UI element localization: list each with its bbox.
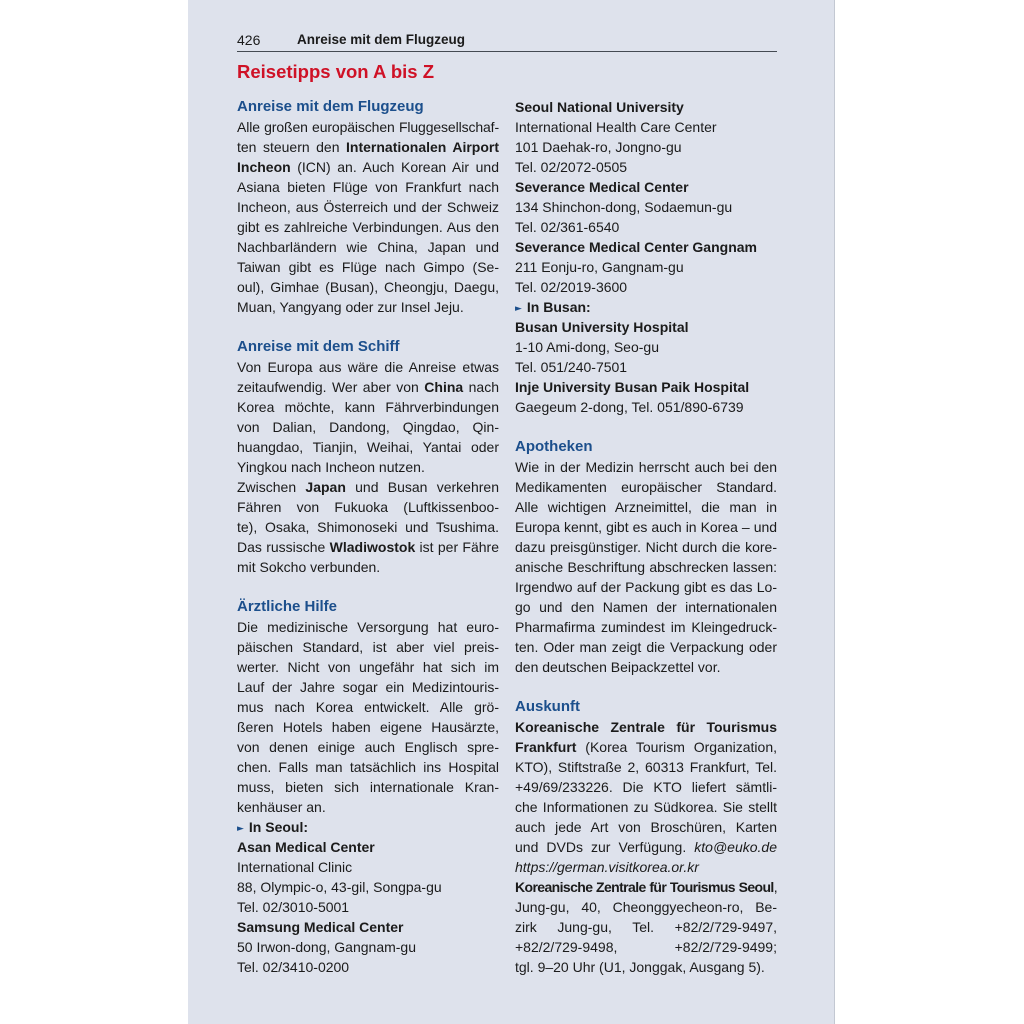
line-content: Pharmafirma zumindest im Kleingedruck- bbox=[515, 619, 777, 635]
paragraph bbox=[237, 357, 499, 477]
line-content: ßeren Hotels haben eigene Hausärzte, bbox=[237, 719, 499, 735]
text-line bbox=[515, 197, 777, 217]
line-content: auch jede Art von Broschüren, Karten bbox=[515, 819, 777, 835]
text-line bbox=[237, 397, 499, 417]
bold-text: Koreanische Zentrale für Tourismus bbox=[515, 719, 777, 735]
line-content: International Clinic bbox=[237, 859, 353, 875]
text-line bbox=[515, 837, 777, 857]
line-content bbox=[237, 819, 308, 835]
line-content: Europa kennt, gibt es auch in Korea – und bbox=[515, 519, 777, 535]
text-line bbox=[237, 477, 499, 497]
running-head: Anreise mit dem Flugzeug bbox=[297, 32, 466, 47]
line-content: mit Sokcho verbunden. bbox=[237, 559, 381, 575]
bold-text: Koreanische Zentrale für Tourismus Seoul bbox=[515, 879, 774, 895]
text-line bbox=[515, 497, 777, 517]
line-content: Tel. 02/2019-3600 bbox=[515, 279, 628, 295]
text-line bbox=[237, 557, 499, 577]
page-number: 426 bbox=[237, 32, 261, 48]
page-title: Reisetipps von A bis Z bbox=[237, 61, 435, 82]
left-column bbox=[237, 97, 499, 977]
paragraph bbox=[515, 457, 777, 677]
line-content: Wie in der Medizin herrscht auch bei den bbox=[515, 459, 777, 475]
line-content bbox=[237, 379, 499, 395]
text-segment: ten steuern den bbox=[237, 139, 347, 155]
text-segment: (ICN) an. Auch Korean Air und bbox=[290, 159, 499, 175]
text-line bbox=[237, 457, 499, 477]
text-line bbox=[515, 297, 777, 317]
text-line bbox=[237, 737, 499, 757]
text-line bbox=[515, 117, 777, 137]
line-content: ten. Oder man zeigt die Verpackung oder bbox=[515, 639, 777, 655]
text-segment: und DVDs zur Verfügung. bbox=[515, 839, 695, 855]
text-line bbox=[237, 897, 499, 917]
line-content bbox=[237, 539, 499, 555]
text-line bbox=[515, 137, 777, 157]
line-content: muss, bieten sich internationale Kran- bbox=[237, 779, 499, 795]
text-line bbox=[237, 257, 499, 277]
bold-text: Seoul National University bbox=[515, 99, 684, 115]
text-line bbox=[237, 617, 499, 637]
text-line bbox=[237, 237, 499, 257]
text-line bbox=[237, 817, 499, 837]
text-line bbox=[237, 157, 499, 177]
line-content: kenhäuser an. bbox=[237, 799, 326, 815]
text-line bbox=[515, 777, 777, 797]
text-line bbox=[515, 817, 777, 837]
line-content: Gaegeum 2-dong, Tel. 051/890-6739 bbox=[515, 399, 744, 415]
text-line bbox=[515, 757, 777, 777]
text-line bbox=[237, 417, 499, 437]
text-line bbox=[515, 597, 777, 617]
italic-text: https://german.visitkorea.or.kr bbox=[515, 859, 699, 875]
line-content: KTO), Stiftstraße 2, 60313 Frankfurt, Tel. bbox=[515, 759, 777, 775]
line-content: Von Europa aus wäre die Anreise etwas bbox=[237, 359, 499, 375]
text-line bbox=[237, 357, 499, 377]
text-segment: (Korea Tourism Organization, bbox=[576, 739, 777, 755]
line-content: +82/2/729-9498, +82/2/729-9499; bbox=[515, 939, 777, 955]
text-line bbox=[515, 917, 777, 937]
paragraph bbox=[515, 877, 777, 977]
line-content bbox=[515, 839, 777, 855]
line-content: von Dalian, Dandong, Qingdao, Qin- bbox=[237, 419, 499, 435]
section bbox=[237, 597, 499, 977]
text-line bbox=[515, 957, 777, 977]
text-line bbox=[237, 957, 499, 977]
line-content: Jung-gu, 40, Cheonggyecheon-ro, Be- bbox=[515, 899, 777, 915]
text-line bbox=[515, 897, 777, 917]
text-line bbox=[515, 557, 777, 577]
text-line bbox=[237, 297, 499, 317]
text-line bbox=[237, 117, 499, 137]
section bbox=[515, 97, 777, 417]
text-line bbox=[237, 517, 499, 537]
bold-text: Japan bbox=[305, 479, 346, 495]
bold-text: Asan Medical Center bbox=[237, 839, 375, 855]
bold-text: China bbox=[424, 379, 464, 395]
line-content: Asiana bieten Flüge von Frankfurt nach bbox=[237, 179, 499, 195]
line-content: 211 Eonju-ro, Gangnam-gu bbox=[515, 259, 684, 275]
text-line bbox=[515, 937, 777, 957]
line-content bbox=[515, 179, 689, 195]
paragraph bbox=[515, 717, 777, 877]
line-content bbox=[515, 379, 749, 395]
text-line bbox=[237, 537, 499, 557]
line-content: Tel. 051/240-7501 bbox=[515, 359, 628, 375]
text-line bbox=[237, 497, 499, 517]
bold-text: Incheon bbox=[237, 159, 291, 175]
section bbox=[515, 697, 777, 977]
text-segment: ist per Fähre bbox=[415, 539, 499, 555]
line-content: Tel. 02/2072-0505 bbox=[515, 159, 628, 175]
line-content bbox=[515, 859, 699, 875]
text-segment: Zwischen bbox=[237, 479, 306, 495]
line-content bbox=[515, 739, 777, 755]
text-line bbox=[515, 177, 777, 197]
section-heading: Ärztliche Hilfe bbox=[237, 598, 338, 615]
line-content bbox=[237, 159, 499, 175]
text-line bbox=[237, 137, 499, 157]
triangle-right-icon: ► bbox=[237, 824, 244, 834]
text-line bbox=[515, 637, 777, 657]
text-line bbox=[237, 657, 499, 677]
line-content: werter. Nicht von ungefähr hat sich im bbox=[237, 659, 499, 675]
line-content: gibt es zahlreiche Verbindungen. Aus den bbox=[237, 219, 499, 235]
line-content: Irgendwo auf der Packung gibt es das Lo- bbox=[515, 579, 777, 595]
text-line bbox=[515, 217, 777, 237]
section bbox=[237, 97, 499, 317]
text-line bbox=[515, 877, 777, 897]
section-heading: Auskunft bbox=[515, 698, 580, 715]
text-line bbox=[515, 357, 777, 377]
line-content: Medikamenten europäischer Standard. bbox=[515, 479, 777, 495]
text-line bbox=[515, 157, 777, 177]
line-content bbox=[515, 99, 684, 115]
text-line bbox=[515, 737, 777, 757]
line-content bbox=[515, 299, 591, 315]
text-line bbox=[515, 277, 777, 297]
bold-text: Frankfurt bbox=[515, 739, 577, 755]
line-content bbox=[515, 239, 757, 255]
text-line bbox=[515, 397, 777, 417]
line-content: go und den Namen der internationalen bbox=[515, 599, 777, 615]
line-content: Yingkou nach Incheon nutzen. bbox=[237, 459, 425, 475]
text-line bbox=[237, 697, 499, 717]
text-line bbox=[237, 637, 499, 657]
text-segment: zeitaufwendig. Wer aber von bbox=[237, 379, 425, 395]
line-content: dazu preisgünstiger. Nicht durch die kore- bbox=[515, 539, 777, 555]
bold-text: In Busan: bbox=[526, 299, 591, 315]
triangle-right-icon: ► bbox=[515, 304, 522, 314]
line-content bbox=[515, 319, 689, 335]
line-content bbox=[237, 479, 499, 495]
text-line bbox=[237, 857, 499, 877]
text-line bbox=[515, 317, 777, 337]
line-content: von denen einige auch Englisch spre- bbox=[237, 739, 499, 755]
bold-text: In Seoul: bbox=[248, 819, 309, 835]
text-line bbox=[237, 197, 499, 217]
text-line bbox=[237, 917, 499, 937]
text-segment: nach bbox=[463, 379, 499, 395]
paragraph bbox=[237, 477, 499, 577]
text-line bbox=[515, 237, 777, 257]
text-line bbox=[237, 277, 499, 297]
italic-text: kto@euko.de bbox=[694, 839, 777, 855]
section bbox=[515, 437, 777, 677]
line-content: huangdao, Tianjin, Weihai, Yantai oder bbox=[237, 439, 499, 455]
line-content: Alle wichtigen Arzneimittel, die man in bbox=[515, 499, 777, 515]
line-content: 1-10 Ami-dong, Seo-gu bbox=[515, 339, 659, 355]
text-segment: , bbox=[773, 879, 777, 895]
bold-text: Wladiwostok bbox=[329, 539, 416, 555]
line-content: oul), Gimhae (Busan), Cheongju, Daegu, bbox=[237, 279, 499, 295]
text-line bbox=[237, 937, 499, 957]
paragraph bbox=[237, 617, 499, 817]
text-line bbox=[237, 377, 499, 397]
line-content: Lauf der Jahre sogar ein Medizintouris- bbox=[237, 679, 499, 695]
section-heading: Apotheken bbox=[515, 438, 593, 455]
line-content: päischen Standard, ist aber viel preis- bbox=[237, 639, 499, 655]
line-content: te), Osaka, Shimonoseki und Tsushima. bbox=[237, 519, 499, 535]
bold-text: Busan University Hospital bbox=[515, 319, 689, 335]
text-line bbox=[515, 657, 777, 677]
line-content: 101 Daehak-ro, Jongno-gu bbox=[515, 139, 682, 155]
text-line bbox=[515, 537, 777, 557]
text-line bbox=[237, 717, 499, 737]
text-line bbox=[237, 877, 499, 897]
line-content: Korea möchte, kann Fährverbindungen bbox=[237, 399, 499, 415]
line-content: mus nach Korea entwickelt. Alle grö- bbox=[237, 699, 499, 715]
line-content: Tel. 02/361-6540 bbox=[515, 219, 620, 235]
line-content: Tel. 02/3010-5001 bbox=[237, 899, 350, 915]
text-line bbox=[515, 97, 777, 117]
line-content: Taiwan gibt es Flüge nach Gimpo (Se- bbox=[237, 259, 499, 275]
line-content bbox=[515, 879, 777, 895]
text-line bbox=[237, 177, 499, 197]
text-line bbox=[237, 437, 499, 457]
text-line bbox=[515, 857, 777, 877]
line-content bbox=[237, 919, 404, 935]
text-line bbox=[237, 777, 499, 797]
text-line bbox=[237, 797, 499, 817]
line-content: Incheon, aus Österreich und der Schweiz bbox=[237, 199, 499, 215]
line-content: 134 Shinchon-dong, Sodaemun-gu bbox=[515, 199, 733, 215]
bold-text: Samsung Medical Center bbox=[237, 919, 404, 935]
text-line bbox=[237, 837, 499, 857]
line-content: Muan, Yangyang oder zur Insel Jeju. bbox=[237, 299, 464, 315]
right-column bbox=[515, 97, 777, 977]
line-content: Fähren von Fukuoka (Luftkissenboo- bbox=[237, 499, 499, 515]
header-divider bbox=[237, 51, 777, 52]
line-content: Tel. 02/3410-0200 bbox=[237, 959, 350, 975]
text-segment: Das russische bbox=[237, 539, 330, 555]
paragraph bbox=[237, 117, 499, 317]
bold-text: Internationalen Airport bbox=[346, 139, 499, 155]
bold-text: Inje University Busan Paik Hospital bbox=[515, 379, 750, 395]
text-segment: und Busan verkehren bbox=[345, 479, 499, 495]
address-list bbox=[515, 97, 777, 417]
address-list bbox=[237, 817, 499, 977]
text-line bbox=[515, 457, 777, 477]
line-content: Nachbarländern wie China, Japan und bbox=[237, 239, 499, 255]
text-line bbox=[515, 477, 777, 497]
text-line bbox=[515, 577, 777, 597]
text-line bbox=[237, 757, 499, 777]
line-content bbox=[515, 719, 777, 735]
text-line bbox=[237, 677, 499, 697]
section bbox=[237, 337, 499, 577]
section-heading: Anreise mit dem Flugzeug bbox=[237, 98, 424, 115]
text-line bbox=[515, 377, 777, 397]
line-content: 88, Olympic-o, 43-gil, Songpa-gu bbox=[237, 879, 442, 895]
line-content: +49/69/233226. Die KTO liefert sämtli- bbox=[515, 779, 777, 795]
line-content: anische Beschriftung abschrecken lassen: bbox=[515, 559, 777, 575]
line-content: 50 Irwon-dong, Gangnam-gu bbox=[237, 939, 416, 955]
text-line bbox=[515, 517, 777, 537]
line-content: chen. Falls man tatsächlich ins Hospital bbox=[237, 759, 499, 775]
section-heading: Anreise mit dem Schiff bbox=[237, 338, 400, 355]
bold-text: Severance Medical Center Gangnam bbox=[515, 239, 757, 255]
text-line bbox=[515, 617, 777, 637]
text-line bbox=[515, 337, 777, 357]
line-content: tgl. 9–20 Uhr (U1, Jonggak, Ausgang 5). bbox=[515, 959, 765, 975]
line-content: Alle großen europäischen Fluggesellschaf- bbox=[237, 119, 499, 135]
bold-text: Severance Medical Center bbox=[515, 179, 689, 195]
line-content: che Informationen zu Südkorea. Sie stellt bbox=[515, 799, 777, 815]
text-line bbox=[237, 217, 499, 237]
line-content: den deutschen Beipackzettel vor. bbox=[515, 659, 721, 675]
text-line bbox=[515, 797, 777, 817]
line-content: Die medizinische Versorgung hat euro- bbox=[237, 619, 499, 635]
line-content bbox=[237, 139, 499, 155]
line-content: zirk Jung-gu, Tel. +82/2/729-9497, bbox=[515, 919, 777, 935]
text-line bbox=[515, 257, 777, 277]
line-content bbox=[237, 839, 375, 855]
text-line bbox=[515, 717, 777, 737]
line-content: International Health Care Center bbox=[515, 119, 717, 135]
